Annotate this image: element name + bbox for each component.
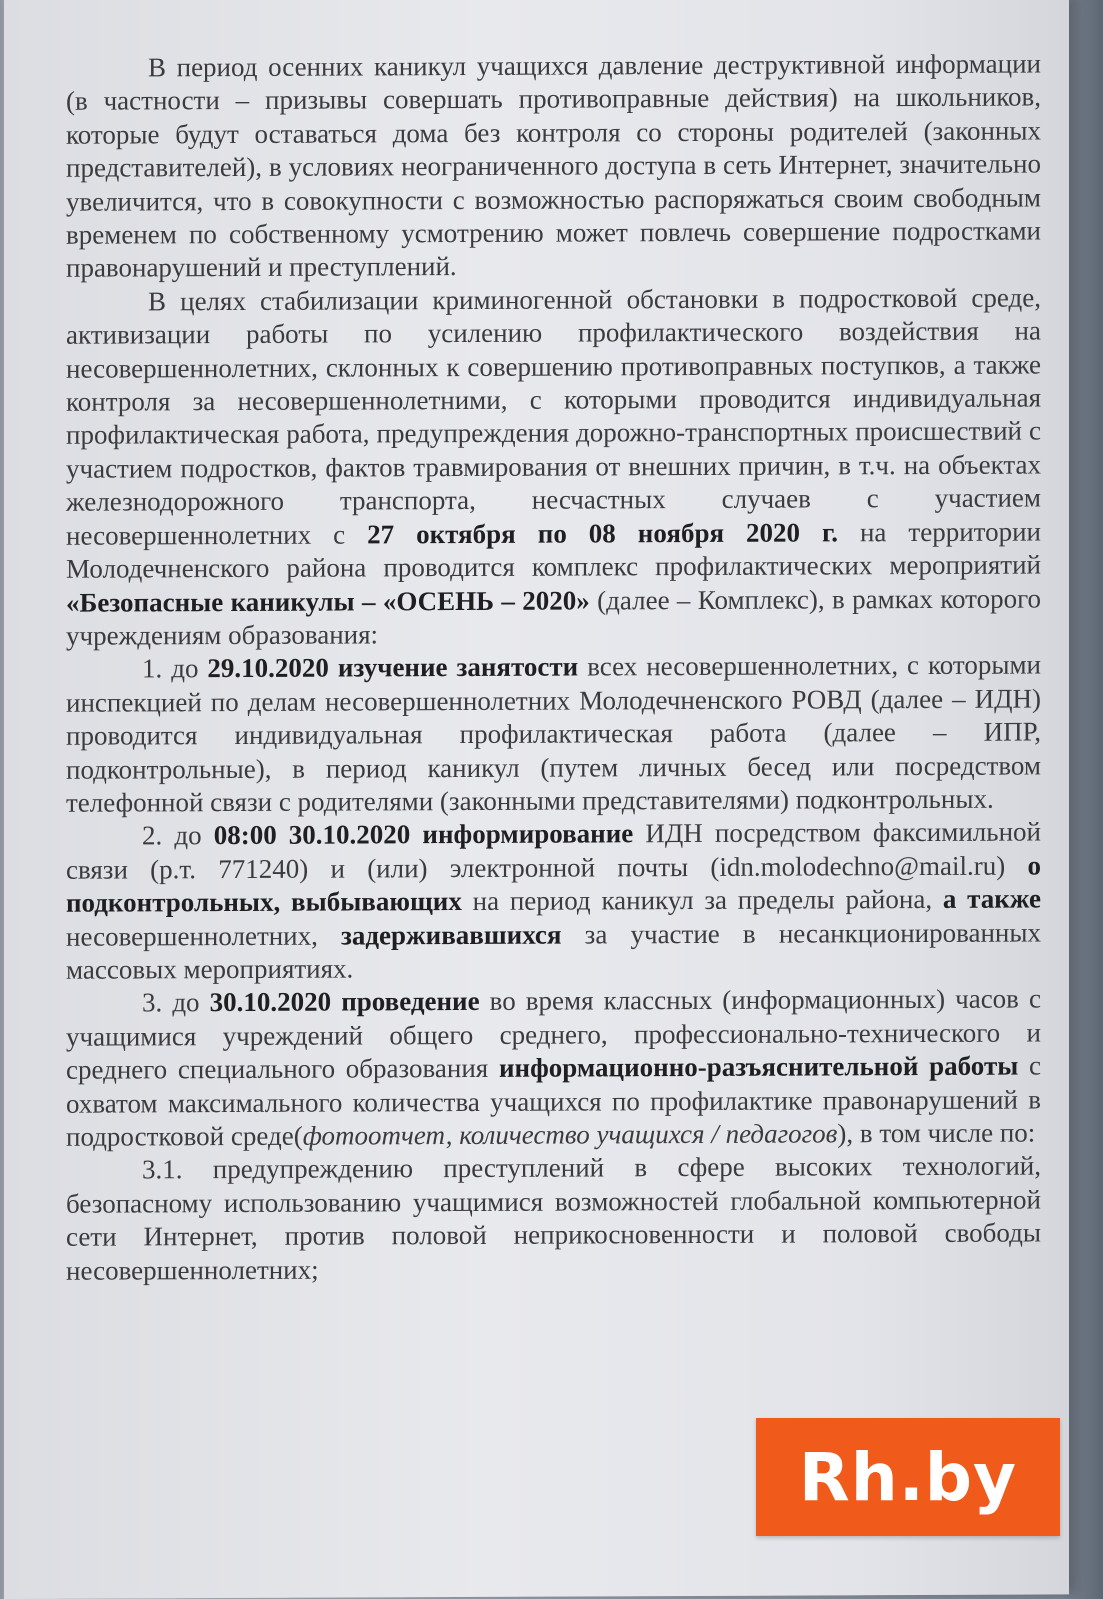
item-3-text-2: с охватом максимального количества учащихся по профилактике правонарушений в подростковой среде(: [66, 1050, 1042, 1152]
item-3-text-1: во время классных (информационных) часов с учащимися учреждений общего среднего, профессионально-технического и среднего специального образования: [66, 983, 1041, 1085]
item-2-text-4: за участие в несанкционированных массовых мероприятиях.: [66, 917, 1042, 985]
purpose-text-e: (далее – Комплекс), в рамках которого учреждениям образования:: [66, 582, 1042, 651]
purpose-text-a: В целях стабилизации криминогенной обстановки в подростковой среде, активизации работы по усилению профилактического воздействия на несовершеннолетних, склонных к совершению противоправных поступков, а также контроля за несовершеннолетними, с которыми проводится индивидуальная профилактическая работа, предупреждения дорожно-транспортных происшествий с участием подростков, фактов травмирования от внешних причин, в т.ч. на объектах железнодорожного транспорта, несчастных случаев с участием несовершеннолетних с: [66, 282, 1041, 551]
list-item-2: [66, 816, 1041, 987]
item-2-pre: до: [162, 820, 214, 851]
item-2-text-1: ИДН посредством факсимильной связи (р.т. 771240) и (или) электронной почты (idn.molodechno@mail.ru): [66, 816, 1041, 885]
list-item-3: [66, 983, 1041, 1154]
item-2-bold-1: 08:00 30.10.2020 информирование: [213, 818, 634, 851]
paragraph-purpose: [66, 281, 1041, 653]
purpose-text-c: на территории Молодечненского района проводится комплекс профилактических мероприятий: [66, 516, 1041, 584]
item-1-text: всех несовершеннолетних, с которыми инспекцией по делам несовершеннолетних Молодечненского РОВД (далее – ИДН) проводится индивидуальная профилактическая работа (далее – ИПР, подконтрольные), в период каникул (путем личных бесед или посредством телефонной связи с родителями (законными представителями) подконтрольных.: [66, 649, 1041, 818]
item-2-text-2: на период каникул за пределы района,: [461, 884, 943, 917]
item-3-pre: до: [162, 987, 210, 1018]
item-1-bold: 29.10.2020 изучение занятости: [207, 651, 579, 684]
item-3-number: 3.: [142, 987, 163, 1018]
purpose-program-name: «Безопасные каникулы – «ОСЕНЬ – 2020»: [66, 584, 590, 618]
item-3-bold-1: 30.10.2020 проведение: [209, 986, 480, 1018]
item-1-pre: до: [162, 653, 208, 684]
item-1-number: 1.: [142, 653, 163, 684]
item-2-number: 2.: [142, 820, 163, 851]
purpose-dates: 27 октября по 08 ноября 2020 г.: [367, 517, 838, 550]
item-3-1-number: 3.1.: [142, 1154, 183, 1185]
item-3-text-3: ), в том числе по:: [837, 1117, 1036, 1149]
document-body: [66, 47, 1041, 1287]
list-item-1: [66, 649, 1041, 820]
item-2-text-3: несовершеннолетних,: [66, 920, 342, 952]
item-3-italic: фотоотчет, количество учащихся / педагогов: [302, 1118, 838, 1151]
watermark-logo-text: Rh.by: [798, 1438, 1018, 1516]
list-item-3-1: [66, 1150, 1041, 1288]
item-2-bold-3: а также: [942, 883, 1041, 915]
document-page: [4, 0, 1069, 1599]
watermark-logo: [756, 1418, 1060, 1536]
item-2-bold-4: задерживавшихся: [341, 919, 562, 951]
item-3-bold-2: информационно-разъяснительной работы: [498, 1050, 1019, 1084]
item-3-1-text: предупреждению преступлений в сфере высоких технологий, безопасному использованию учащимися возможностей глобальной компьютерной сети Интернет, против половой неприкосновенности и половой свободы несовершеннолетних;: [66, 1150, 1041, 1286]
paragraph-intro-text: В период осенних каникул учащихся давление деструктивной информации (в частности – призывы совершать противоправные действия) на школьников, которые будут оставаться дома без контроля со стороны родителей (законных представителей), в условиях неограниченного доступа в сеть Интернет, значительно увеличится, что в совокупности с возможностью распоряжаться своим свободным временем по собственному усмотрению может повлечь совершение подростками правонарушений и преступлений.: [66, 48, 1041, 284]
paragraph-intro: [66, 47, 1041, 285]
item-2-bold-2: о подконтрольных, выбывающих: [66, 850, 1041, 918]
